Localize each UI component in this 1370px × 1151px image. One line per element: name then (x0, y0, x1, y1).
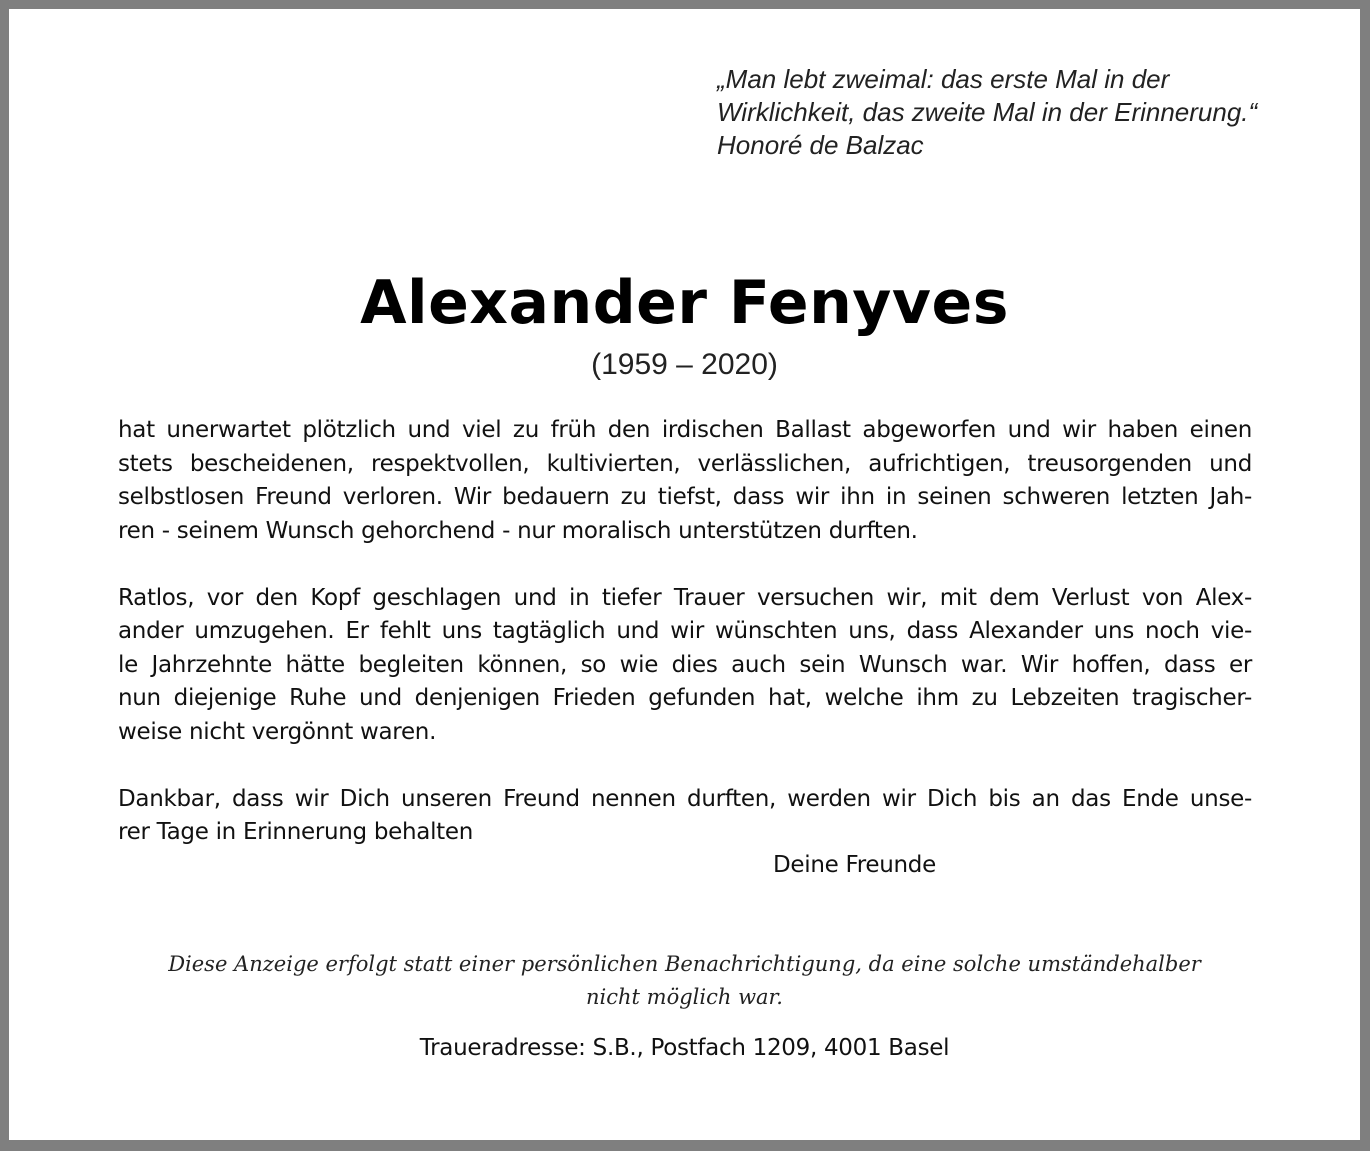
text-line: nun diejenige Ruhe und denjenigen Frieden gefunden hat, welche ihm zu Lebzeiten tragischer- (118, 685, 1252, 711)
text-line: rer Tage in Erinnerung behalten (118, 819, 474, 845)
mourning-address: Traueradresse: S.B., Postfach 1209, 4001 Basel (419, 1035, 950, 1061)
text-line: hat unerwartet plötzlich und viel zu früh den irdischen Ballast abgeworfen und wir haben einen (118, 417, 1252, 443)
signature: Deine Freunde (773, 852, 936, 878)
paragraph-2 (118, 582, 1252, 750)
text-line: ander umzugehen. Er fehlt uns tagtäglich und wir wünschten uns, dass Alexander uns noch vie- (118, 618, 1252, 644)
paragraph-1 (118, 414, 1252, 548)
life-dates: (1959 – 2020) (591, 348, 778, 381)
quote-line: „Man lebt zweimal: das erste Mal in der (717, 64, 1170, 94)
text-line: selbstlosen Freund verloren. Wir bedauern zu tiefst, dass wir ihn in seinen schweren letzten Jah- (118, 484, 1252, 510)
text-line: le Jahrzehnte hätte begleiten können, so wie dies auch sein Wunsch war. Wir hoffen, dass er (118, 651, 1252, 678)
notice-text (9, 948, 1360, 1014)
epigraph-quote (717, 63, 1337, 162)
obituary-text (118, 414, 1252, 883)
text-line: weise nicht vergönnt waren. (118, 718, 437, 745)
notice-line: Diese Anzeige erfolgt statt einer persönlichen Benachrichtigung, da eine solche umständehalber (168, 952, 1201, 976)
deceased-name: Alexander Fenyves (360, 268, 1009, 338)
notice-line: nicht möglich war. (586, 985, 783, 1009)
paragraph-3 (118, 783, 1252, 850)
text-line: Ratlos, vor den Kopf geschlagen und in tiefer Trauer versuchen wir, mit dem Verlust von Alex- (118, 584, 1252, 611)
obituary-page (9, 9, 1360, 1140)
text-line: ren - seinem Wunsch gehorchend - nur moralisch unterstützen durften. (118, 517, 918, 544)
text-line: Dankbar, dass wir Dich unseren Freund nennen durften, werden wir Dich bis an das Ende unse- (118, 785, 1252, 812)
quote-author: Honoré de Balzac (717, 130, 924, 160)
text-line: stets bescheidenen, respektvollen, kultivierten, verlässlichen, aufrichtigen, treusorgenden und (118, 450, 1252, 477)
quote-line: Wirklichkeit, das zweite Mal in der Erinnerung.“ (717, 97, 1258, 127)
